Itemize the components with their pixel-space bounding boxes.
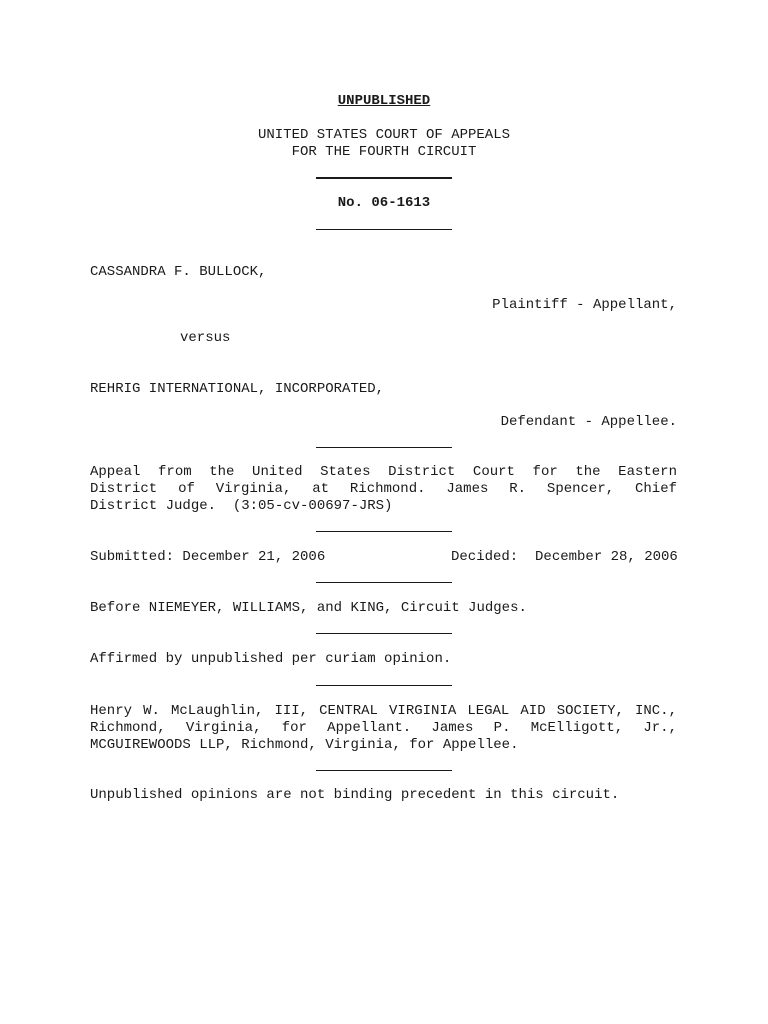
court-name-line2: FOR THE FOURTH CIRCUIT (291, 144, 477, 160)
decided-date: Decided: December 28, 2006 (451, 549, 678, 565)
divider (316, 633, 452, 634)
divider (316, 447, 452, 448)
counsel-line2: Richmond, Virginia, for Appellant. James P. McElligott, Jr., (90, 720, 677, 736)
counsel-line1: Henry W. McLaughlin, III, CENTRAL VIRGINIA LEGAL AID SOCIETY, INC., (90, 703, 677, 719)
defendant-role: Defendant - Appellee. (500, 414, 677, 430)
versus-text: versus (180, 330, 231, 346)
divider (316, 229, 452, 230)
appeal-line1: Appeal from the United States District Court for the Eastern (90, 464, 677, 480)
panel-judges: Before NIEMEYER, WILLIAMS, and KING, Circuit Judges. (90, 600, 527, 616)
appeal-line3: District Judge. (3:05-cv-00697-JRS) (90, 498, 393, 514)
plaintiff-role: Plaintiff - Appellant, (492, 297, 677, 313)
divider (316, 685, 452, 686)
divider (316, 531, 452, 532)
unpublished-heading: UNPUBLISHED (337, 93, 431, 109)
disposition: Affirmed by unpublished per curiam opinion. (90, 651, 452, 667)
court-name-line1: UNITED STATES COURT OF APPEALS (257, 127, 511, 143)
divider (316, 770, 452, 771)
counsel-line3: MCGUIREWOODS LLP, Richmond, Virginia, for Appellee. (90, 737, 519, 753)
case-number: No. 06-1613 (337, 195, 431, 211)
appeal-line2: District of Virginia, at Richmond. James R. Spencer, Chief (90, 481, 677, 497)
divider (316, 582, 452, 583)
divider (316, 177, 452, 179)
defendant-name: REHRIG INTERNATIONAL, INCORPORATED, (90, 381, 385, 397)
precedent-notice: Unpublished opinions are not binding precedent in this circuit. (90, 787, 620, 803)
submitted-date: Submitted: December 21, 2006 (90, 549, 326, 565)
plaintiff-name: CASSANDRA F. BULLOCK, (90, 264, 267, 280)
